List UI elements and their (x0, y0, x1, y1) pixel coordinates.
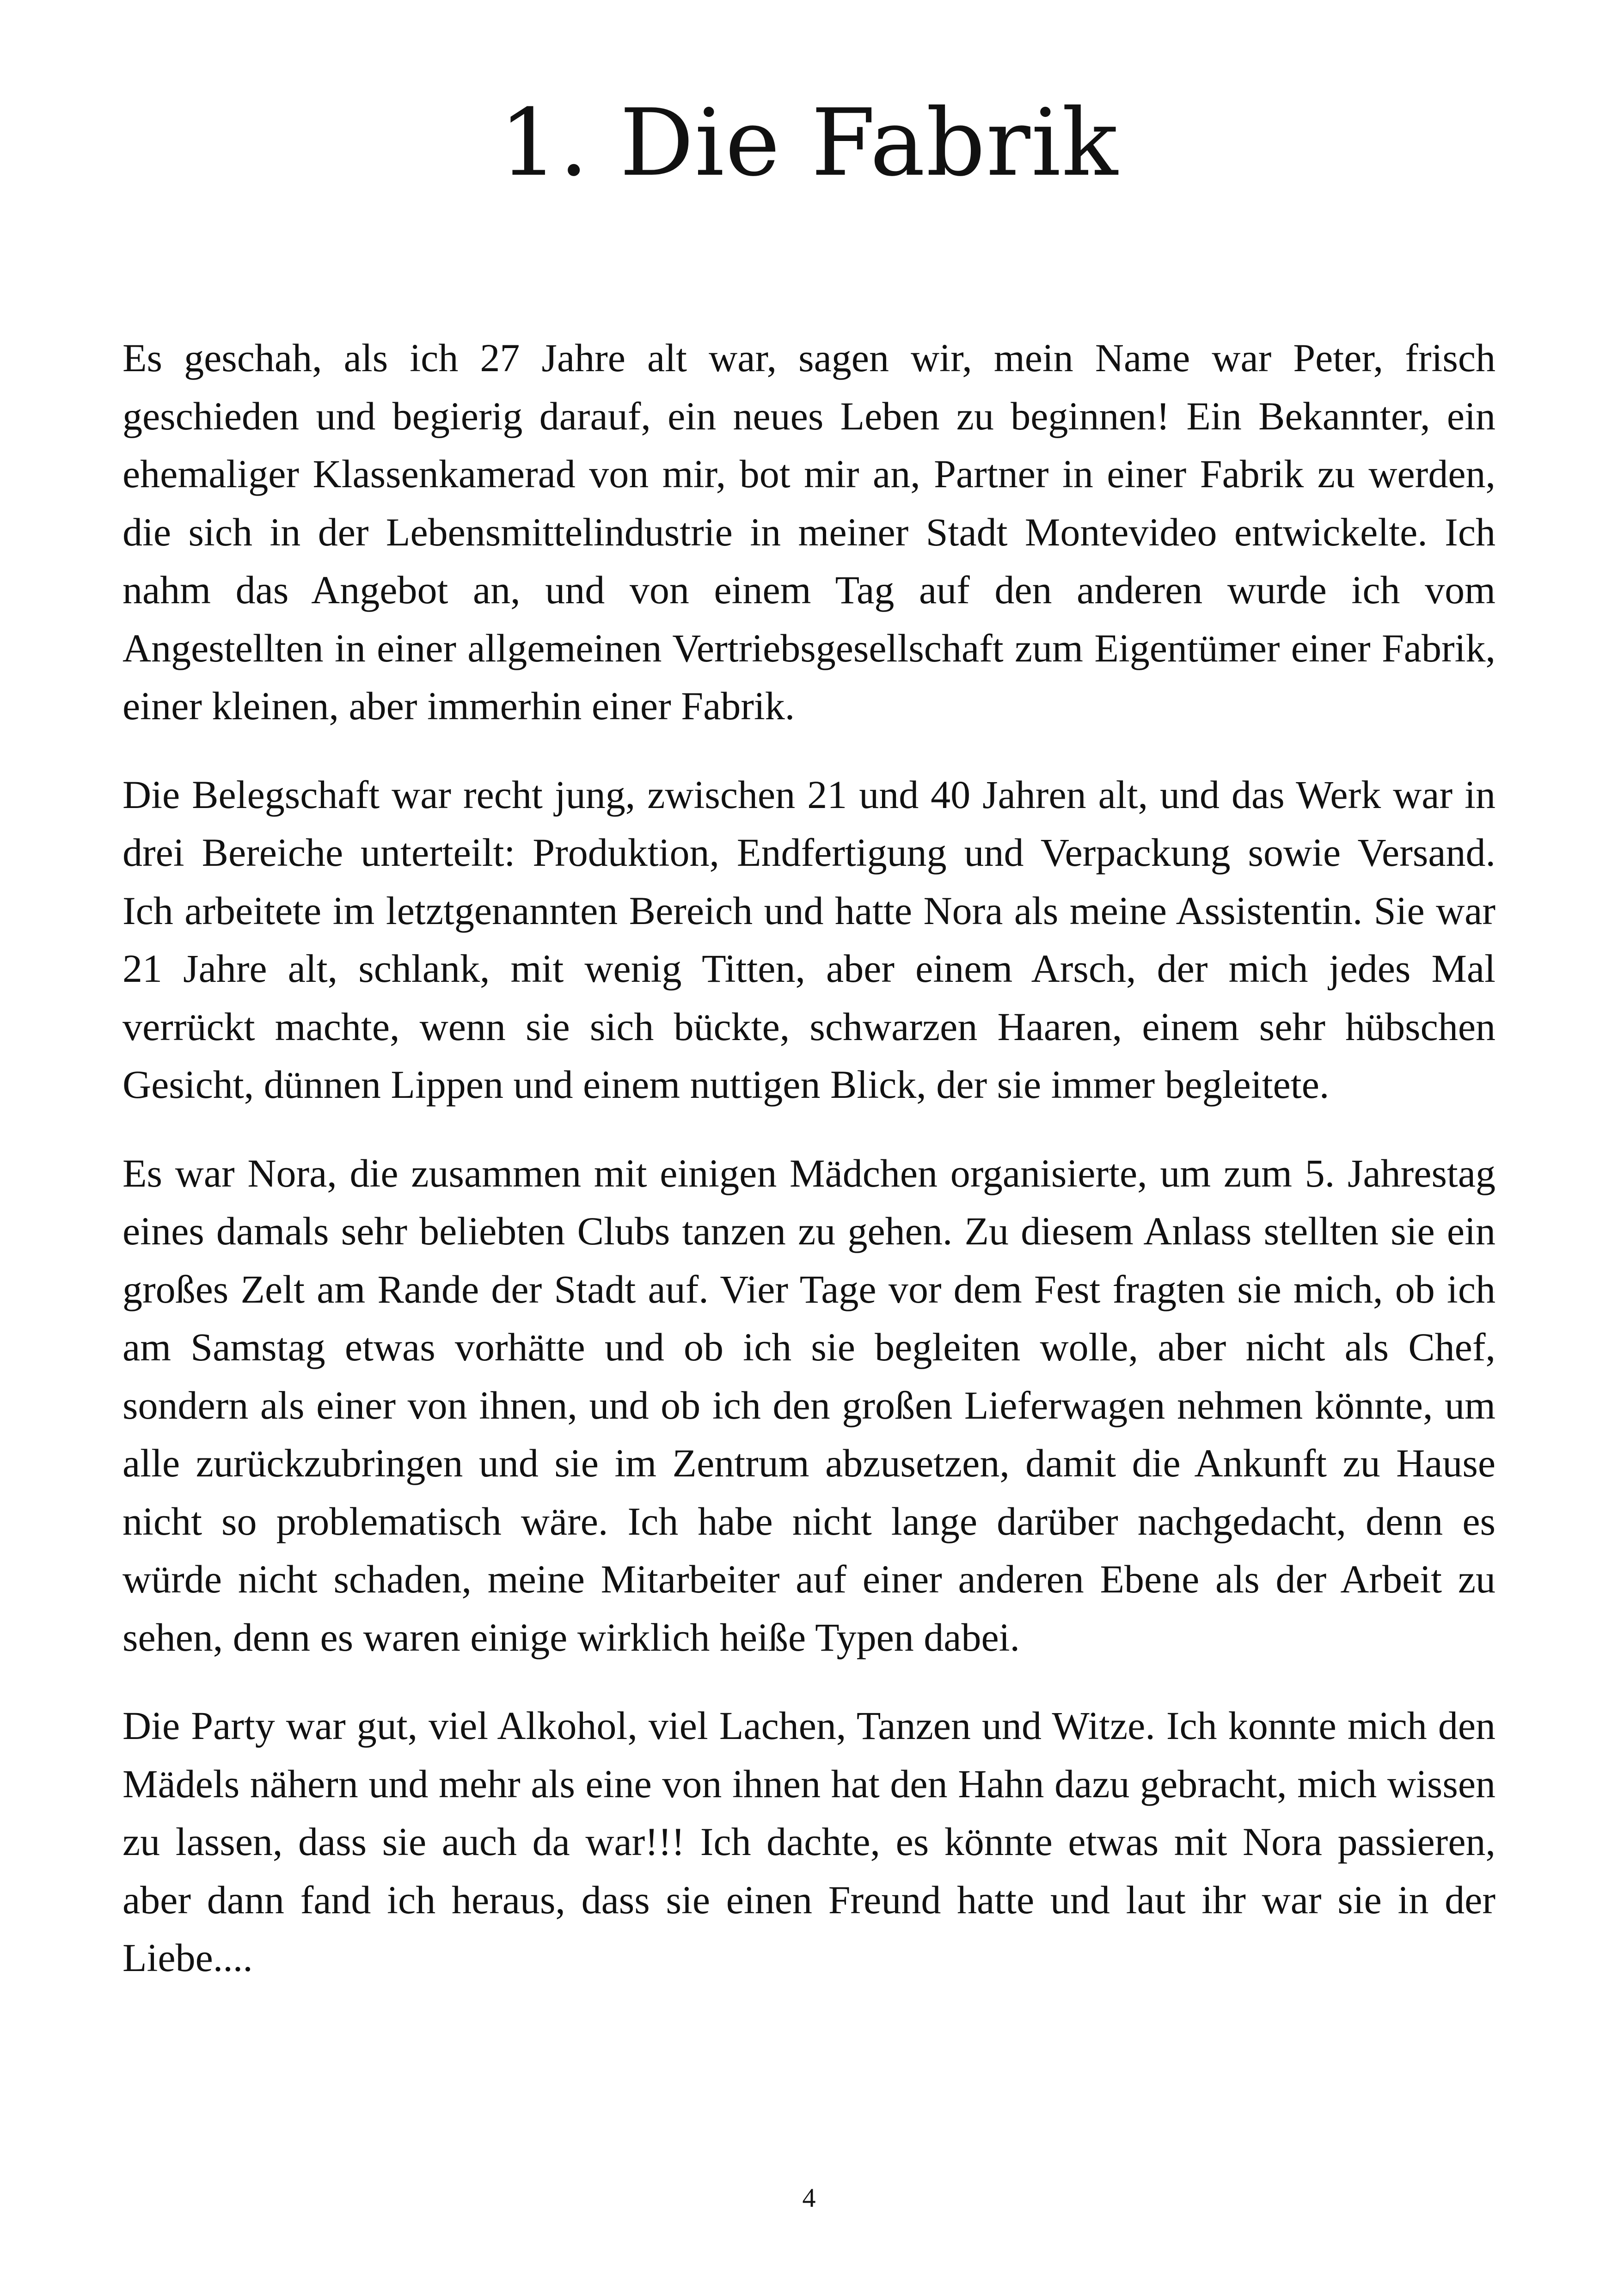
paragraph: Die Party war gut, viel Alkohol, viel Lachen, Tanzen und Witze. Ich konnte mich den Mädels nähern und mehr als eine von ihnen hat den Hahn dazu gebracht, mich wissen zu lassen, dass sie auch da war!!! Ich dachte, es könnte etwas mit Nora passieren, aber dann fand ich heraus, dass sie einen Freund hatte und laut ihr war sie in der Liebe.... (123, 1703, 1495, 1980)
chapter-title: 1. Die Fabrik (499, 89, 1119, 197)
paragraph: Die Belegschaft war recht jung, zwischen 21 und 40 Jahren alt, und das Werk war in drei Bereiche unterteilt: Produktion, Endfertigung und Verpackung sowie Versand. Ich arbeitete im letztgenannten Bereich und hatte Nora als meine Assistentin. Sie war 21 Jahre alt, schlank, mit wenig Titten, aber einem Arsch, der mich jedes Mal verrückt machte, wenn sie sich bückte, schwarzen Haaren, einem sehr hübschen Gesicht, dünnen Lippen und einem nuttigen Blick, der sie immer begleitete. (123, 772, 1495, 1107)
page-number: 4 (802, 2183, 816, 2213)
body-text (123, 329, 1495, 2018)
paragraph: Es war Nora, die zusammen mit einigen Mädchen organisierte, um zum 5. Jahrestag eines damals sehr beliebten Clubs tanzen zu gehen. Zu diesem Anlass stellten sie ein großes Zelt am Rande der Stadt auf. Vier Tage vor dem Fest fragten sie mich, ob ich am Samstag etwas vorhätte und ob ich sie begleiten wolle, aber nicht als Chef, sondern als einer von ihnen, und ob ich den großen Lieferwagen nehmen könnte, um alle zurückzubringen und sie im Zentrum abzusetzen, damit die Ankunft zu Hause nicht so problematisch wäre. Ich habe nicht lange darüber nachgedacht, denn es würde nicht schaden, meine Mitarbeiter auf einer anderen Ebene als der Arbeit zu sehen, denn es waren einige wirklich heiße Typen dabei. (123, 1151, 1495, 1659)
paragraph: Es geschah, als ich 27 Jahre alt war, sagen wir, mein Name war Peter, frisch geschieden und begierig darauf, ein neues Leben zu beginnen! Ein Bekannter, ein ehemaliger Klassenkamerad von mir, bot mir an, Partner in einer Fabrik zu werden, die sich in der Lebensmittelindustrie in meiner Stadt Montevideo entwickelte. Ich nahm das Angebot an, und von einem Tag auf den anderen wurde ich vom Angestellten in einer allgemeinen Vertriebsgesellschaft zum Eigentümer einer Fabrik, einer kleinen, aber immerhin einer Fabrik. (123, 336, 1495, 728)
